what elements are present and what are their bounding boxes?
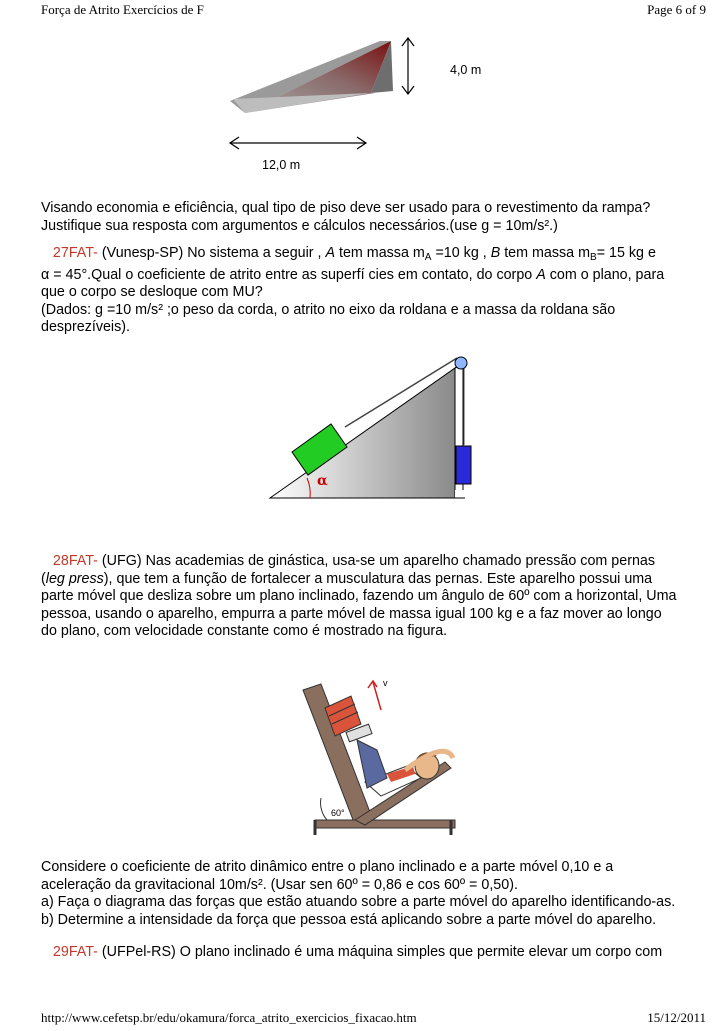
ramp-question <box>41 200 721 235</box>
text-line: que o corpo se desloque com MU? <box>41 284 263 300</box>
q27-line2: α = 45°.Qual o coeficiente de atrito entre as superfí cies em contato, do corpo A com o plano, para <box>41 266 665 283</box>
question-number: 27FAT- <box>52 245 98 261</box>
question-number: 28FAT- <box>52 553 98 569</box>
text-line: Considere o coeficiente de atrito dinâmico entre o plano inclinado e a parte móvel 0,10 e a <box>41 859 614 875</box>
block-b <box>456 446 471 484</box>
text-line: parte móvel que desliza sobre um plano inclinado, fazendo um ângulo de 60º com a horizontal, Uma <box>41 588 677 604</box>
q28-line1: 28FAT- (UFG) Nas academias de ginástica, usa-se um aparelho chamado pressão com pernas <box>52 553 656 569</box>
inclined-plane-figure <box>265 350 485 505</box>
text-line: desprezíveis). <box>41 319 130 335</box>
ramp-figure <box>225 33 495 183</box>
pulley <box>455 357 467 369</box>
text-line: do plano, com velocidade constante como é mostrado na figura. <box>41 623 448 639</box>
page-number: Page 6 of 9 <box>647 2 706 17</box>
text-line: b) Determine a intensidade da força que pessoa está aplicando sobre a parte móvel do aparelho. <box>41 911 657 928</box>
question-27 <box>41 245 721 337</box>
text-line: pessoa, usando o aparelho, empurra a parte móvel de massa igual 100 kg e a faz mover ao longo <box>41 605 662 622</box>
length-arrow <box>230 137 366 149</box>
frame-base <box>315 820 455 828</box>
question-29 <box>41 944 721 962</box>
height-label: 4,0 m <box>450 63 482 77</box>
text-line: aceleração da gravitacional 10m/s². (Usar sen 60º = 0,86 e cos 60º = 0,50). <box>41 876 518 893</box>
question-number: 29FAT- <box>52 944 98 960</box>
alpha-label: α <box>317 473 328 489</box>
incline-wedge <box>270 368 455 498</box>
q27-line1: 27FAT- (Vunesp-SP) No sistema a seguir , A tem massa $m_A =10$ kg , B tem massa $m_B= 15$ kg e <box>52 245 656 263</box>
velocity-label: v <box>383 678 388 688</box>
q29-line1: 29FAT- (UFPel-RS) O plano inclinado é uma máquina simples que permite elevar um corpo com <box>52 944 663 960</box>
leg-press-figure <box>295 670 465 835</box>
person-legs <box>357 740 387 788</box>
leg-press-questions <box>41 859 721 929</box>
footer-url[interactable]: http://www.cefetsp.br/edu/okamura/forca_atrito_exercicios_fixacao.htm <box>41 1010 417 1025</box>
text-line: Visando economia e eficiência, qual tipo de piso deve ser usado para o revestimento da rampa? <box>41 200 651 216</box>
footer-date: 15/12/2011 <box>647 1010 706 1025</box>
height-arrow <box>402 38 414 94</box>
length-label: 12,0 m <box>262 158 301 172</box>
text-line: (Dados: g =10 m/s² ;o peso da corda, o atrito no eixo da roldana e a massa da roldana são <box>41 301 616 318</box>
question-28 <box>41 553 721 641</box>
text-line: a) Faça o diagrama das forças que estão atuando sobre a parte móvel do aparelho identificando-as. <box>41 894 676 910</box>
header-title: Força de Atrito Exercícios de F <box>41 2 204 17</box>
q28-line2: (leg press), que tem a função de fortalecer a musculatura das pernas. Este aparelho possui uma <box>41 570 653 587</box>
angle-label: 60° <box>331 808 345 818</box>
text-line: Justifique sua resposta com argumentos e cálculos necessários.(use g = 10m/s².) <box>41 217 558 234</box>
